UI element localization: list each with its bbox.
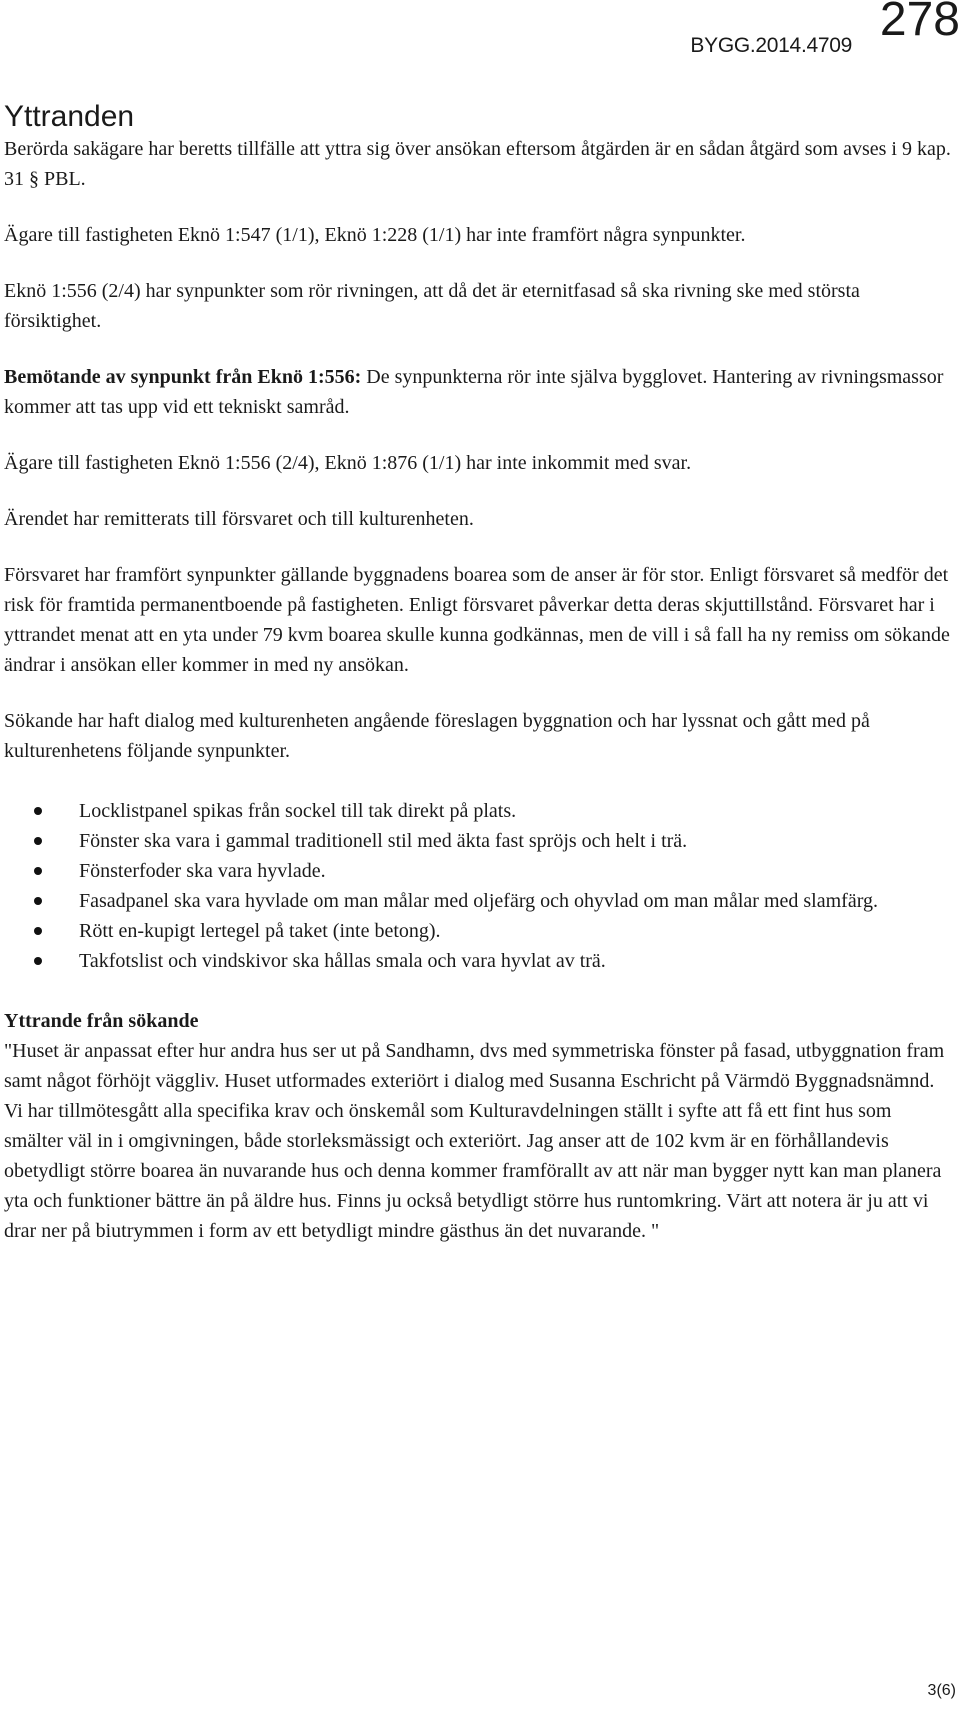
page-indicator: 3(6) — [927, 1682, 956, 1699]
paragraph-eterni-comment: Eknö 1:556 (2/4) har synpunkter som rör rivningen, att då det är eternitfasad så ska rivning ske med största försiktighet. — [4, 280, 860, 332]
list-item: Locklistpanel spikas från sockel till tak direkt på plats. — [4, 796, 954, 826]
paragraph-no-reply: Ägare till fastigheten Eknö 1:556 (2/4), Eknö 1:876 (1/1) har inte inkommit med svar. — [4, 452, 692, 474]
stamped-page-number: 278 — [879, 0, 960, 46]
applicant-statement: "Huset är anpassat efter hur andra hus ser ut på Sandhamn, dvs med symmetriska fönster på fasad, utbyggnation fram samt något förhöjt väggliv. Huset utformades exteriört i dialog med Susanna Eschricht på Värmdö Byggnadsnämnd. Vi har tillmötesgått alla specifika krav och önskemål som Kulturavdelningen ställt i syfte att få ett fint hus som smälter väl in i omgivningen, både storleksmässigt och exteriört. Jag anser att de 102 kvm är en förhållandevis obetydligt större boarea än nuvarande hus och denna kommer framförallt av att när man bygger nytt kan man planera yta och funktioner bättre än på äldre hus. Finns ju också betydligt större hus runtomkring. Värt att notera är ju att vi drar ner på biutrymmen i form av ett betydligt mindre gästhus än det nuvarande. " — [4, 1040, 945, 1242]
response-text: De synpunkterna rör inte själva bygglovet. Hantering av rivningsmassor kommer att tas upp vid ett tekniskt samråd. — [4, 366, 944, 418]
document-reference: BYGG.2014.4709 — [690, 34, 852, 57]
list-item: Takfotslist och vindskivor ska hållas smala och vara hyvlat av trä. — [4, 946, 954, 976]
section-heading-yttranden: Yttranden — [4, 100, 135, 133]
paragraph-owners-no-comments: Ägare till fastigheten Eknö 1:547 (1/1), Eknö 1:228 (1/1) har inte framfört några synpunkter. — [4, 224, 746, 246]
document-body — [4, 100, 954, 1246]
list-item: Rött en-kupigt lertegel på taket (inte betong). — [4, 916, 954, 946]
list-item: Fönsterfoder ska vara hyvlade. — [4, 856, 954, 886]
paragraph-defence: Försvaret har framfört synpunkter gällande byggnadens boarea som de anser är för stor. Enligt försvaret så medför det risk för framtida permanentboende på fastigheten. Enligt försvaret påverkar detta deras skjuttillstånd. Försvaret har i yttrandet menat att en yta under 79 kvm boarea skulle kunna godkännas, men de vill i så fall ha ny remiss om sökande ändrar i ansökan eller kommer in med ny ansökan. — [4, 564, 950, 676]
list-item: Fasadpanel ska vara hyvlade om man målar med oljefärg och ohyvlad om man målar med slamfärg. — [4, 886, 954, 916]
section-heading-applicant: Yttrande från sökande — [4, 1010, 199, 1032]
list-item: Fönster ska vara i gammal traditionell stil med äkta fast spröjs och helt i trä. — [4, 826, 954, 856]
intro-paragraph: Berörda sakägare har beretts tillfälle att yttra sig över ansökan eftersom åtgärden är en sådan åtgärd som avses i 9 kap. 31 § PBL. — [4, 138, 951, 190]
paragraph-referral: Ärendet har remitterats till försvaret och till kulturenheten. — [4, 508, 474, 530]
paragraph-response — [4, 362, 954, 422]
culture-requirements-list — [4, 796, 954, 976]
response-label: Bemötande av synpunkt från Eknö 1:556: — [4, 366, 362, 388]
paragraph-culture-dialog: Sökande har haft dialog med kulturenheten angående föreslagen byggnation och har lyssnat och gått med på kulturenhetens följande synpunkter. — [4, 710, 870, 762]
